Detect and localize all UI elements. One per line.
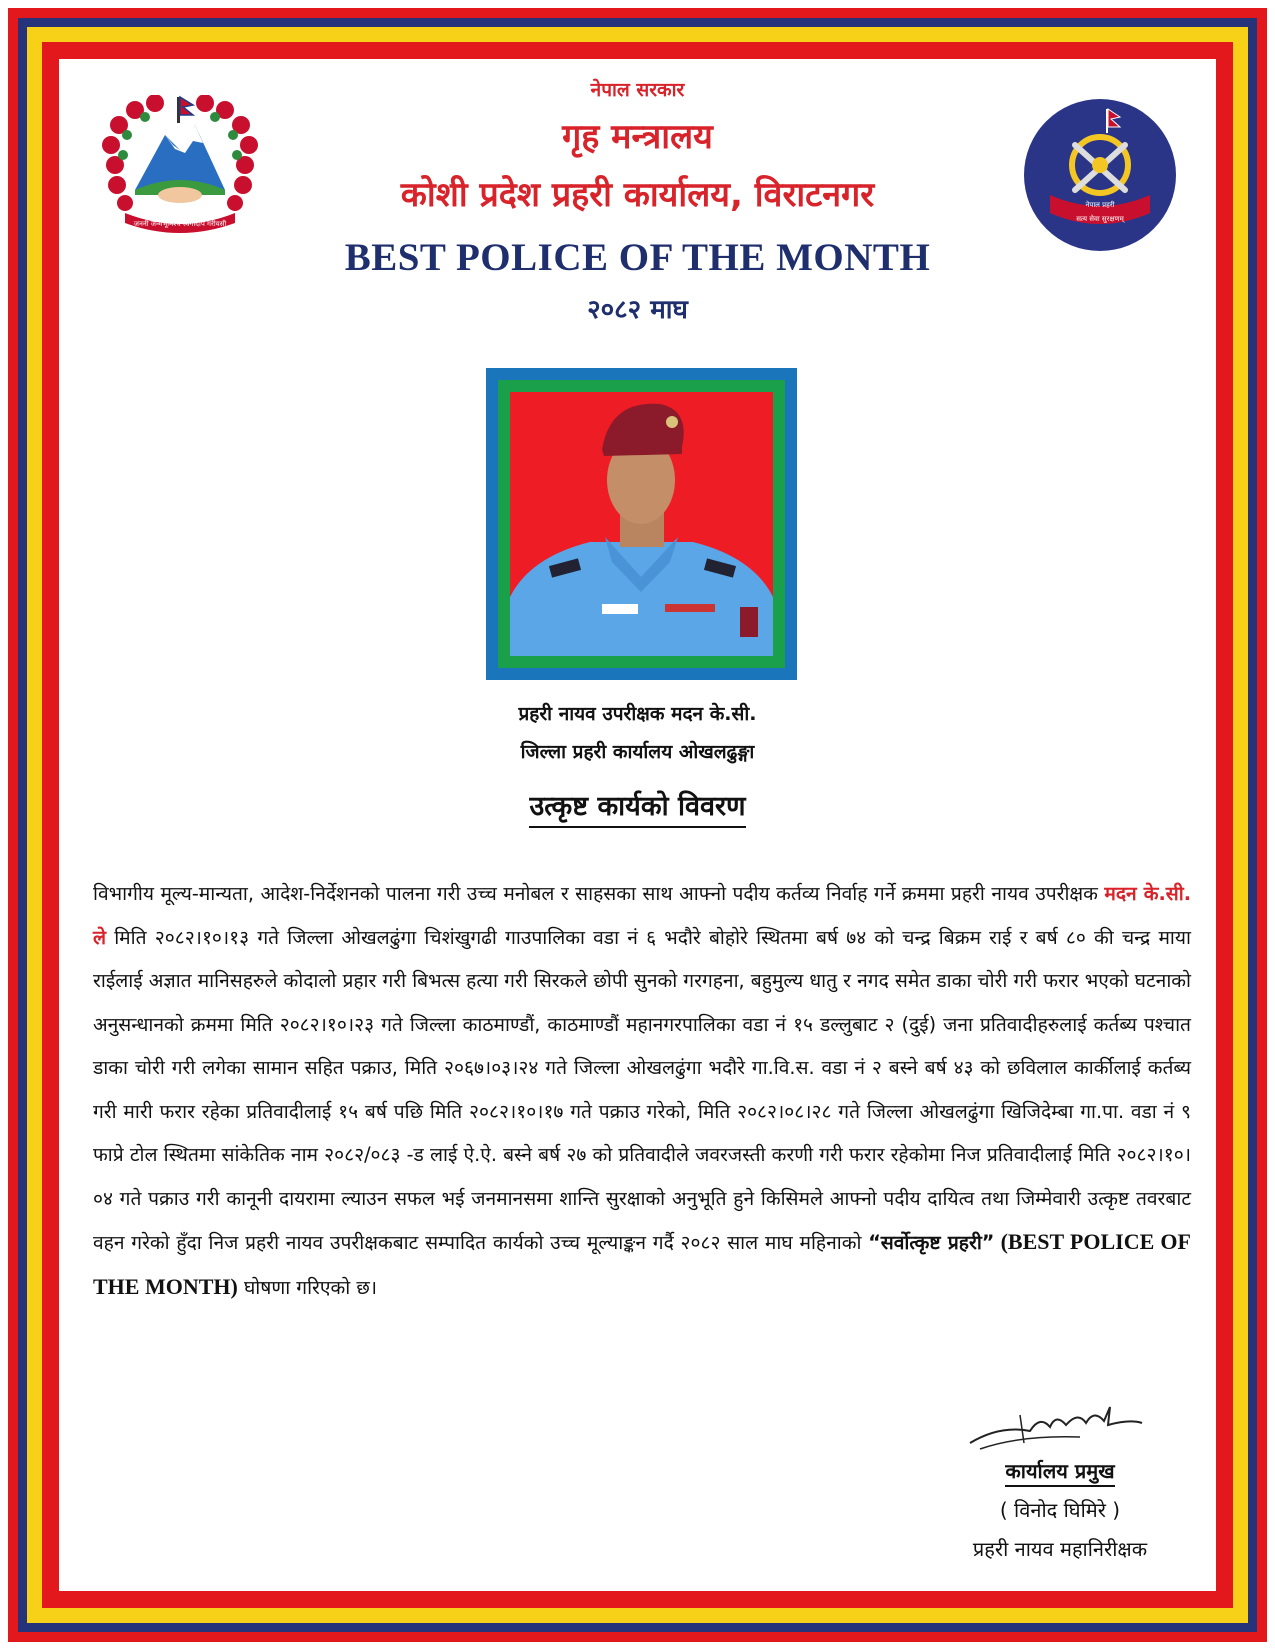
officer-photo-frame — [486, 368, 797, 680]
description-body — [93, 872, 1191, 1309]
description-ending: घोषणा गरिएको छ। — [237, 1275, 378, 1299]
office-title: कोशी प्रदेश प्रहरी कार्यालय, विराटनगर — [400, 175, 875, 215]
signatory-title — [960, 1457, 1160, 1484]
badge-text-bottom: सत्य सेवा सुरक्षणम् — [1076, 215, 1124, 223]
ministry-title: गृह मन्त्रालय — [562, 117, 713, 157]
officer-name-highlight: मदन के.सी. ले — [93, 882, 1191, 949]
description-part1: विभागीय मूल्य-मान्यता, आदेश-निर्देशनको पालना गरी उच्च मनोबल र साहसका साथ आफ्नो पदीय कर्तव्य निर्वाह गर्ने क्रममा प्रहरी नायव उपरीक्षक — [93, 882, 1105, 905]
signatory-title-text: कार्यालय प्रमुख — [1005, 1459, 1114, 1487]
description-heading — [0, 786, 1275, 823]
officer-photo — [510, 392, 773, 656]
emblem-motto: जननी जन्मभूमिश्च स्वर्गादपि गरीयसी — [133, 220, 227, 228]
award-name-nepali: “सर्वोत्कृष्ट प्रहरी” — [868, 1231, 995, 1254]
officer-name: प्रहरी नायव उपरीक्षक मदन के.सी. — [518, 703, 757, 725]
description-heading-text: उत्कृष्ट कार्यको विवरण — [529, 791, 745, 828]
signatory-name: ( विनोद घिमिरे ) — [999, 1498, 1121, 1522]
government-label: नेपाल सरकार — [590, 79, 685, 101]
signatory-rank: प्रहरी नायव महानिरीक्षक — [972, 1537, 1148, 1561]
badge-text-top: नेपाल प्रहरी — [1085, 201, 1115, 209]
description-part2: मिति २०८२।१०।१३ गते जिल्ला ओखलढुंगा चिशंखुगढी गाउपालिका वडा नं ६ भदौरे बोहोरे स्थितमा बर्ष ७४ को चन्द्र बिक्रम राई र बर्ष ८० की चन्द्र माया राईलाई अज्ञात मानिसहरुले कोदालो प्रहार गरी बिभत्स हत्या गरी सिरकले छोपी सुनको गरगहना, बहुमुल्य धातु र नगद समेत डाका चोरी गरी फरार भएको घटनाको अनुसन्धानको क्रममा मिति २०८२।१०।२३ गते जिल्ला काठमाण्डौं, काठमाण्डौं महानगरपालिका वडा नं १५ डल्लुबाट २ (दुई) जना प्रतिवादीहरुलाई कर्तब्य पश्चात डाका चोरी गरी लगेका सामान सहित पक्राउ, मिति २०६७।०३।२४ गते जिल्ला ओखलढुंगा भदौरे गा.वि.स. वडा नं २ बस्ने बर्ष ४३ को छविलाल कार्कीलाई कर्तब्य गरी मारी फरार रहेका प्रतिवादीलाई १५ बर्ष पछि मिति २०८२।१०।१७ गते पक्राउ गरेको, मिति २०८२।०८।२८ गते जिल्ला ओखलढुंगा खिजिदेम्बा गा.पा. वडा नं ९ फाप्रे टोल स्थितमा सांकेतिक नाम २०८२/०८३ -ड लाई ऐ.ऐ. बस्ने बर्ष २७ को प्रतिवादीले जवरजस्ती करणी गरी फरार रहेकोमा निज प्रतिवादीलाई मिति २०८२।१०।०४ गते पक्राउ गरी कानूनी दायरामा ल्याउन सफल भई जनमानसमा शान्ति सुरक्षाको अनुभूति हुने किसिमले आफ्नो पदीय दायित्व तथा जिम्मेवारी उत्कृष्ट तवरबाट वहन गरेको हुँदा निज प्रहरी नायव उपरीक्षकबाट सम्पादित कार्यको उच्च मूल्याङ्कन गर्दै २०८२ साल माघ महिनाको — [93, 925, 1191, 1254]
award-title: BEST POLICE OF THE MONTH — [344, 236, 931, 279]
award-name-english: (BEST POLICE OF THE MONTH) — [93, 1229, 1191, 1299]
signature-icon — [960, 1395, 1160, 1455]
officer-unit: जिल्ला प्रहरी कार्यालय ओखलढुङ्गा — [520, 741, 755, 763]
award-month: २०८२ माघ — [587, 295, 688, 325]
